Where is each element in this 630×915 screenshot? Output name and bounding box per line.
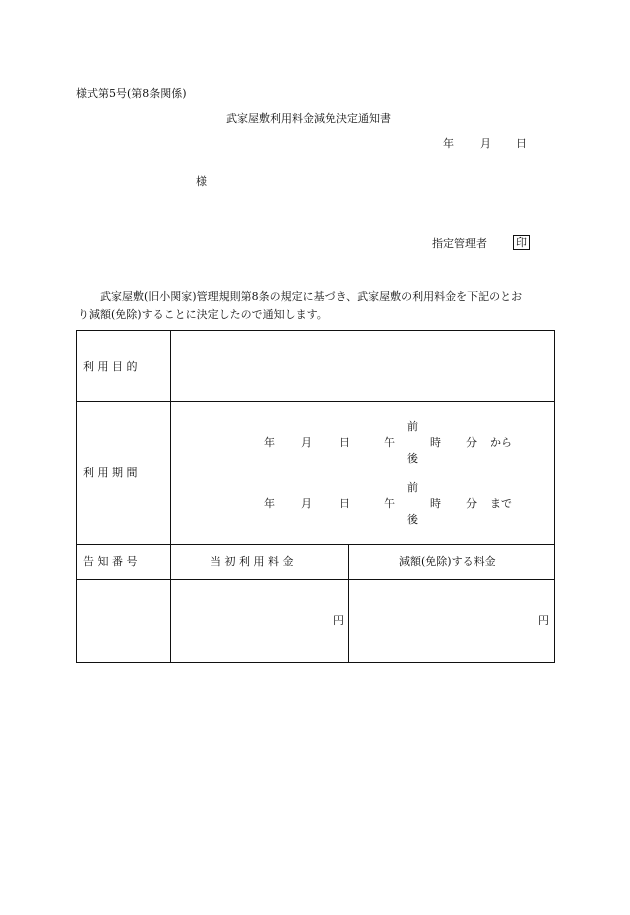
table-rule-1 (76, 401, 555, 402)
from-suffix: から (490, 436, 512, 449)
initial-fee-label: 当 初 利 用 料 金 (210, 555, 294, 568)
from-hour-label: 時 (430, 436, 441, 449)
to-hour-label: 時 (430, 497, 441, 510)
from-pm-label: 後 (407, 452, 418, 465)
to-pm-label: 後 (407, 513, 418, 526)
purpose-label: 利 用 目 的 (83, 360, 138, 373)
seal-mark: 印 (513, 235, 530, 250)
from-day-label: 日 (339, 436, 350, 449)
to-am-label: 前 (407, 481, 418, 494)
addressee-suffix: 様 (196, 175, 207, 188)
to-year-label: 年 (264, 497, 275, 510)
body-text-line-1: 武家屋敷(旧小関家)管理規則第8条の規定に基づき、武家屋敷の利用料金を下記のとお (100, 290, 523, 303)
to-noon-label: 午 (384, 497, 395, 510)
date-day-label: 日 (516, 137, 527, 150)
from-am-label: 前 (407, 420, 418, 433)
table-fee-column-rule (348, 544, 349, 663)
form-number: 様式第5号(第8条関係) (76, 87, 187, 100)
notice-number-label: 告 知 番 号 (83, 555, 138, 568)
table-border-top (76, 330, 555, 331)
document-title: 武家屋敷利用料金減免決定通知書 (226, 112, 391, 125)
to-suffix: まで (490, 497, 512, 510)
from-month-label: 月 (301, 436, 312, 449)
reduced-fee-label: 減額(免除)する料金 (399, 555, 496, 568)
from-year-label: 年 (264, 436, 275, 449)
from-minute-label: 分 (466, 436, 477, 449)
table-border-right (554, 330, 555, 663)
body-text-line-2: り減額(免除)することに決定したので通知します。 (78, 308, 328, 321)
table-border-bottom (76, 662, 555, 663)
to-day-label: 日 (339, 497, 350, 510)
table-rule-2 (76, 544, 555, 545)
to-minute-label: 分 (466, 497, 477, 510)
table-rule-3 (76, 579, 555, 580)
from-noon-label: 午 (384, 436, 395, 449)
date-month-label: 月 (480, 137, 491, 150)
date-year-label: 年 (443, 137, 454, 150)
table-label-column-rule (170, 330, 171, 663)
period-label: 利 用 期 間 (83, 466, 138, 479)
to-month-label: 月 (301, 497, 312, 510)
reduced-fee-yen: 円 (538, 614, 549, 627)
initial-fee-yen: 円 (333, 614, 344, 627)
table-border-left (76, 330, 77, 663)
issuer-label: 指定管理者 (432, 237, 487, 250)
